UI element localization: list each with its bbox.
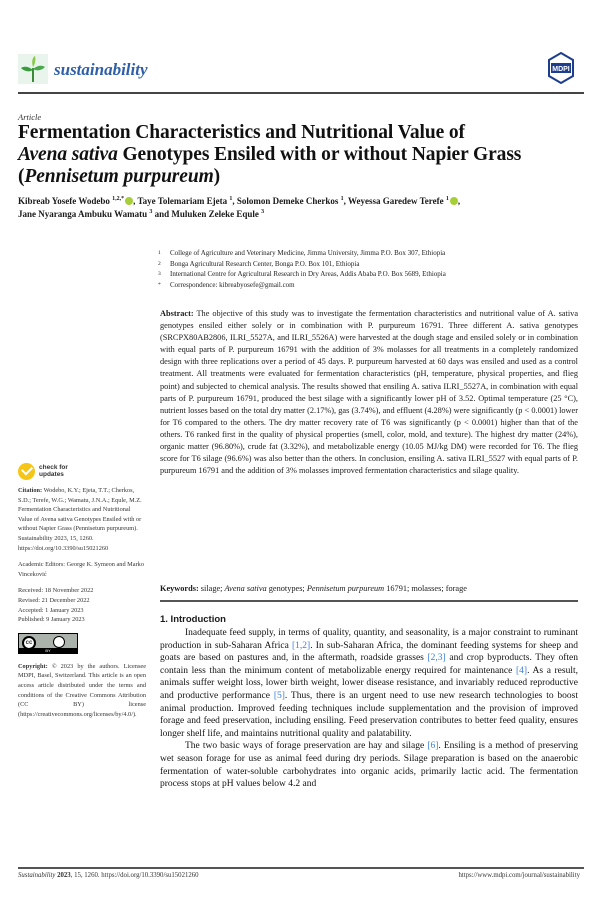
separator: , <box>343 196 348 206</box>
affiliation-item: 2 Bonga Agricultural Research Center, Bonga P.O. Box 101, Ethiopia <box>158 259 360 268</box>
date-revised: Revised: 21 December 2022 <box>18 596 90 604</box>
separator: and <box>152 209 172 219</box>
abstract-divider <box>160 600 578 602</box>
orcid-icon[interactable] <box>450 196 461 206</box>
abstract <box>160 308 578 477</box>
journal-logo-plant-icon[interactable] <box>18 54 48 84</box>
section-heading-introduction: 1. Introduction <box>160 614 226 625</box>
checkmark-icon <box>18 463 35 480</box>
mdpi-logo[interactable] <box>548 52 574 84</box>
separator: , <box>457 196 461 206</box>
footer-citation[interactable]: Sustainability 2023, 15, 1260. https://doi.org/10.3390/su15021260 <box>18 872 199 879</box>
separator: , <box>133 196 138 206</box>
paragraph: Inadequate feed supply, in terms of quality, quantity, and seasonality, is a major constraint to ruminant production in sub-Saharan Africa [1,2]. In sub-Saharan Africa, the dominant feeding systems for sheep and goats are based on pastures and, in the aftermath, roadside grasses [2,3] and crop byproducts. They often contain less than the minimum content of metabolizable energy required for maintenance [4]. As a result, animals suffer weight loss, lower birth weight, lower disease resistance, and invariably reduced reproductive and productive performance [5]. Thus, there is an urgent need to use new research technologies to boost animal production. Improved feeding techniques include supplementation and the provision of improved forage and feed preservation, including ensiling. Feed preservation contributes to better feed quality, ensures longer shelf life, and maintains nutritional quality and palatability. <box>160 628 578 739</box>
date-received: Received: 18 November 2022 <box>18 587 94 595</box>
affiliation-item: 3 International Centre for Agricultural Research in Dry Areas, Addis Ababa P.O. Box 5689, Ethiopia <box>158 270 446 278</box>
author-name[interactable]: Taye Tolemariam Ejeta $^1$ <box>137 196 233 206</box>
academic-editors: Academic Editors: George K. Symeon and Marko Vinceković <box>18 561 144 578</box>
cc-by-license-badge[interactable] <box>18 633 78 654</box>
author-name[interactable]: Weyessa Garedew Terefe $^1$ <box>348 196 458 206</box>
introduction-body <box>160 627 578 791</box>
citation-link[interactable]: [4] <box>515 665 528 676</box>
title-species-name: Avena sativa <box>18 144 118 165</box>
header-divider <box>18 92 584 94</box>
title-paren-open: ( <box>18 166 25 187</box>
citation-link[interactable]: [5] <box>273 690 285 701</box>
affiliation-item: 1 College of Agriculture and Veterinary Medicine, Jimma University, Jimma P.O. Box 307, Ethiopia <box>158 249 446 257</box>
author-list <box>18 195 593 221</box>
attribution-person-icon <box>53 636 65 648</box>
article-info-sidebar <box>18 460 146 719</box>
creative-commons-icon: cc <box>22 636 36 650</box>
citation: Citation: Wodebo, K.Y.; Ejeta, T.T.; Cherkos, S.D.; Terefe, W.G.; Wamatu, J.N.A.; Equle, M.Z. Fermentation Characteristics and Nutritional Value of Avena sativa Genotypes Ensiled with or without Napier Grass (Pennisetum purpureum). Sustainability 2023, 15, 1260. https://doi.org/10.3390/su15021260 <box>18 487 142 552</box>
article-title <box>18 122 593 188</box>
abstract-label: Abstract: <box>160 309 194 318</box>
title-grass-name: Pennisetum purpureum <box>24 166 214 187</box>
footer-journal-url[interactable]: https://www.mdpi.com/journal/sustainability <box>458 872 580 879</box>
separator: , <box>232 196 237 206</box>
orcid-icon[interactable] <box>125 197 133 205</box>
date-published: Published: 9 January 2023 <box>18 616 85 624</box>
keywords: Keywords: silage; Avena sativa genotypes; Pennisetum purpureum 16791; molasses; forage <box>160 584 467 593</box>
correspondence[interactable]: * Correspondence: kibreabyosefe@gmail.com <box>158 280 295 289</box>
citation-link[interactable]: [2,3] <box>427 653 446 664</box>
author-name[interactable]: Muluken Zeleke Equle $^3$ <box>171 209 265 219</box>
footer-divider <box>18 867 584 869</box>
citation-link[interactable]: [6] <box>427 741 439 752</box>
by-label: BY <box>19 648 77 653</box>
journal-header <box>18 52 584 94</box>
article-type: Article <box>18 112 42 122</box>
abstract-text: The objective of this study was to investigate the fermentation characteristics and nutritional value of A. sativa genotypes ensiled either solely or in combination with P. purpureum 16791. Three different A. sativa genotypes (SRCPX80AB2806, ILRI_5527A, and ILRI_5526A) were harvested at the dough stage and ensiled solely or in combination with equal parts of P. purpureum 16791 with the addition of 3% molasses for all treatments in a completely randomized design with three replications over a period of 45 days. P. purpureum harvested at 60 days was ensiled and used as a control treatment. All treatments were evaluated for fermentation characteristics (pH, temperature, physical properties, and flieg point) and subjected to chemical analysis. The results showed that ensiling A. sativa ILRI_5527A, in combination with equal parts of P. purpureum 16791, produced the best silage with a significantly lower pH of 3.52. Optimal temperature (25 °C), nutrient losses based on the total dry matter (2.17%), gas (3.74%), and effluent (4.28%) were significantly (p < 0.0001) lower for T6 compared to the others. The dry matter recovery rate of T6 was significantly (p < 0.0001) higher than that of the others. T6 ranked first in the quality of physical properties (smell, color, mold, and texture). The highest dry matter (24%), organic matter (96.80%), crude fat (3.32%), and metabolizable energy (10.05 MJ/kg DM) were recorded for T6. The flieg score for T6 silage (96.6%) was also better than the others. In conclusion, ensiling A. sativa ILRI_5527 with equal parts of P. purpureum 16791 and the addition of 3% molasses improved fermentation characteristics and silage quality. <box>160 309 578 476</box>
title-line-2: Genotypes Ensiled with or without Napier Grass <box>117 144 522 165</box>
date-accepted: Accepted: 1 January 2023 <box>18 606 84 614</box>
publication-dates <box>18 586 146 624</box>
keywords-label: Keywords: <box>160 584 199 593</box>
paragraph: The two basic ways of forage preservation are hay and silage [6]. Ensiling is a method of preserving wet season forage for use as animal feed during dry periods. Silage preparation is based on the anaerobic fermentation of water-soluble carbohydrates into organic acids, primarily lactic acid. The fermentation process stops at pH values below 4.2 and <box>160 741 578 790</box>
author-name[interactable]: Solomon Demeke Cherkos $^1$ <box>236 196 344 206</box>
title-paren-close: ) <box>213 166 221 187</box>
svg-text:MDPI: MDPI <box>552 66 570 73</box>
citation-link[interactable]: [1,2] <box>292 640 311 651</box>
check-for-updates-button[interactable]: check for updates <box>18 460 146 482</box>
copyright-notice: Copyright: © 2023 by the authors. Licensee MDPI, Basel, Switzerland. This article is an open access article distributed under the terms and conditions of the Creative Commons Attribution (CC BY) license (https://creativecommons.org/licenses/by/4.0/). <box>18 662 146 718</box>
title-line-1: Fermentation Characteristics and Nutritional Value of <box>18 122 465 143</box>
affiliations <box>158 248 578 290</box>
journal-name[interactable]: sustainability <box>54 60 148 79</box>
author-name[interactable]: Kibreab Yosefe Wodebo $^{1,2,*}$ <box>18 196 133 206</box>
author-name[interactable]: Jane Nyaranga Ambuku Wamatu $^3$ <box>18 209 153 219</box>
